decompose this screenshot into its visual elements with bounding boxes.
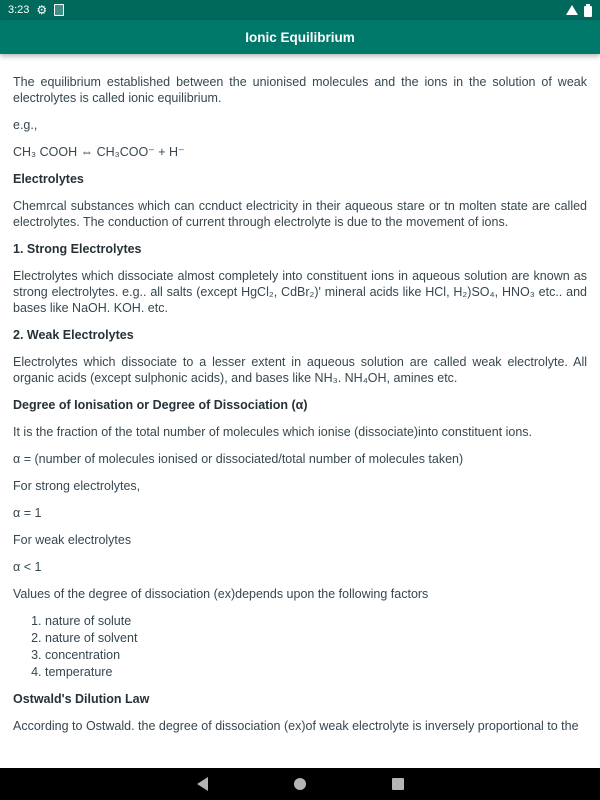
- status-bar-right: [566, 4, 592, 17]
- alpha-less-than-one: α < 1: [13, 560, 42, 574]
- alpha-equals-one: α = 1: [13, 506, 42, 520]
- heading-electrolytes: Electrolytes: [13, 172, 84, 186]
- intro-paragraph: The equilibrium established between the unionised molecules and the ions in the solution of weak electrolytes is called ionic equilibrium.: [13, 75, 587, 105]
- home-button[interactable]: [281, 768, 319, 800]
- list-item-nature-of-solvent: 2. nature of solvent: [45, 630, 587, 646]
- eg-label: e.g.,: [13, 118, 38, 132]
- equilibrium-equation: CH₃ COOH ⇔ CH₃COO⁻ + H⁻: [13, 145, 185, 159]
- status-time: 3:23: [8, 4, 30, 16]
- navigation-bar: [0, 768, 600, 800]
- heading-strong-electrolytes: 1. Strong Electrolytes: [13, 242, 142, 256]
- alpha-formula: α = (number of molecules ionised or dissociated/total number of molecules taken): [13, 452, 464, 466]
- electrolytes-paragraph: Chemrcal substances which can ccnduct electricity in their aqueous stare or tn molten state are called electrolytes. The conduction of current through electrolyte is due to the movement of ions.: [13, 199, 587, 229]
- back-icon: [197, 777, 208, 791]
- file-icon: [54, 4, 64, 16]
- back-button[interactable]: [183, 768, 221, 800]
- dissociation-factors-intro: Values of the degree of dissociation (ex)depends upon the following factors: [13, 587, 429, 601]
- factors-list: [13, 613, 587, 680]
- weak-electrolytes-paragraph: Electrolytes which dissociate to a lesser extent in aqueous solution are called weak electrolyte. All organic acids (except sulphonic acids), and bases like NH₃. NH₄OH, amines etc.: [13, 355, 587, 385]
- heading-degree-of-ionisation: Degree of Ionisation or Degree of Dissociation (α): [13, 398, 308, 412]
- strong-electrolytes-paragraph: Electrolytes which dissociate almost completely into constituent ions in aqueous solution are known as strong electrolytes. e.g.. all salts (except HgCl₂, CdBr₂)' mineral acids like HCl, H₂)SO₄, HNO₃ etc.. and bases like NaOH. KOH. etc.: [13, 269, 587, 315]
- home-icon: [294, 778, 306, 790]
- app-bar: [0, 20, 600, 54]
- recents-icon: [392, 778, 404, 790]
- weak-electrolytes-label: For weak electrolytes: [13, 533, 132, 547]
- list-item-temperature: 4. temperature: [45, 664, 587, 680]
- ostwald-paragraph: According to Ostwald. the degree of dissociation (ex)of weak electrolyte is inversely proportional to the: [13, 719, 579, 733]
- gear-icon: ⚙: [36, 3, 48, 17]
- list-item-concentration: 3. concentration: [45, 647, 587, 663]
- page-title: Ionic Equilibrium: [245, 29, 355, 45]
- recents-button[interactable]: [379, 768, 417, 800]
- strong-electrolytes-label: For strong electrolytes,: [13, 479, 141, 493]
- status-bar: [0, 0, 600, 20]
- degree-definition-paragraph: It is the fraction of the total number of molecules which ionise (dissociate)into constituent ions.: [13, 425, 533, 439]
- content-area[interactable]: [0, 54, 600, 768]
- heading-weak-electrolytes: 2. Weak Electrolytes: [13, 328, 134, 342]
- heading-ostwalds-dilution-law: Ostwald's Dilution Law: [13, 692, 150, 706]
- list-item-nature-of-solute: 1. nature of solute: [45, 613, 587, 629]
- wifi-icon: [566, 5, 578, 15]
- battery-icon: [584, 4, 592, 17]
